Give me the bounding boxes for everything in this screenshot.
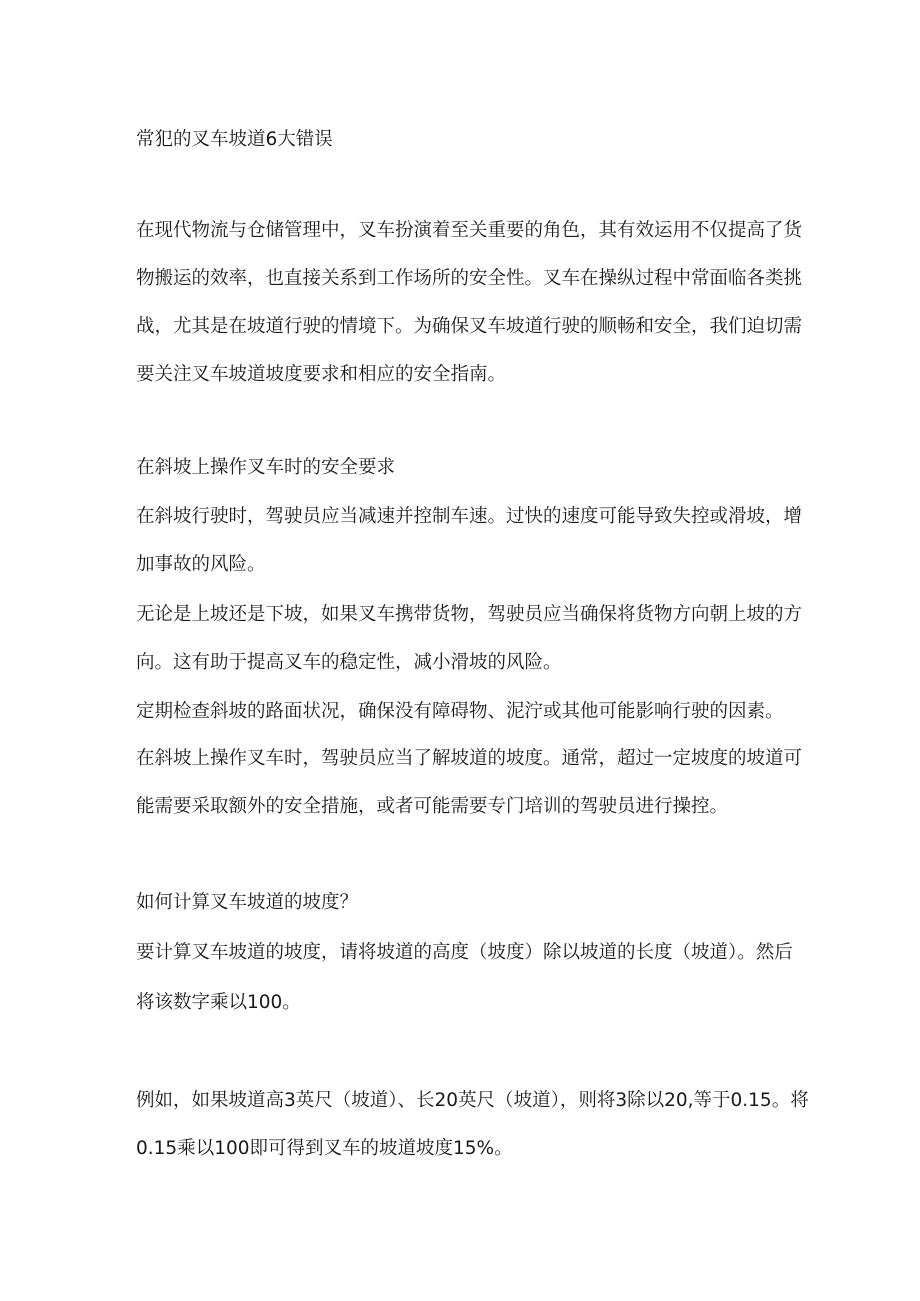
section2-line-2: 将该数字乘以100。: [136, 992, 301, 1013]
section1-heading: 在斜坡上操作叉车时的安全要求: [136, 457, 396, 478]
example-line-2: 0.15乘以100即可得到叉车的坡道坡度15%。: [136, 1138, 513, 1159]
intro-line-4: 要关注叉车坡道坡度要求和相应的安全指南。: [136, 364, 507, 385]
section1-line-7: 能需要采取额外的安全措施，或者可能需要专门培训的驾驶员进行操控。: [136, 796, 729, 817]
section1-line-6: 在斜坡上操作叉车时，驾驶员应当了解坡道的坡度。通常，超过一定坡度的坡道可: [136, 748, 803, 769]
intro-line-1: 在现代物流与仓储管理中，叉车扮演着至关重要的角色，其有效运用不仅提高了货: [136, 220, 803, 241]
section1-line-5: 定期检查斜坡的路面状况，确保没有障碍物、泥泞或其他可能影响行驶的因素。: [136, 701, 784, 722]
document-title: 常犯的叉车坡道6大错误: [136, 129, 333, 150]
section1-line-1: 在斜坡行驶时，驾驶员应当减速并控制车速。过快的速度可能导致失控或滑坡，增: [136, 506, 803, 527]
section1-line-4: 向。这有助于提高叉车的稳定性，减小滑坡的风险。: [136, 652, 562, 673]
intro-line-3: 战，尤其是在坡道行驶的情境下。为确保叉车坡道行驶的顺畅和安全，我们迫切需: [136, 316, 803, 337]
section1-line-3: 无论是上坡还是下坡，如果叉车携带货物，驾驶员应当确保将货物方向朝上坡的方: [136, 604, 803, 625]
example-line-1: 例如，如果坡道高3英尺（坡道）、长20英尺（坡道），则将3除以20,等于0.15。将: [136, 1090, 809, 1111]
intro-line-2: 物搬运的效率，也直接关系到工作场所的安全性。叉车在操纵过程中常面临各类挑: [136, 268, 803, 289]
section2-line-1: 要计算叉车坡道的坡度，请将坡道的高度（坡度）除以坡道的长度（坡道）。然后: [136, 942, 793, 963]
section2-heading: 如何计算叉车坡道的坡度？: [136, 892, 359, 913]
section1-line-2: 加事故的风险。: [136, 554, 266, 575]
